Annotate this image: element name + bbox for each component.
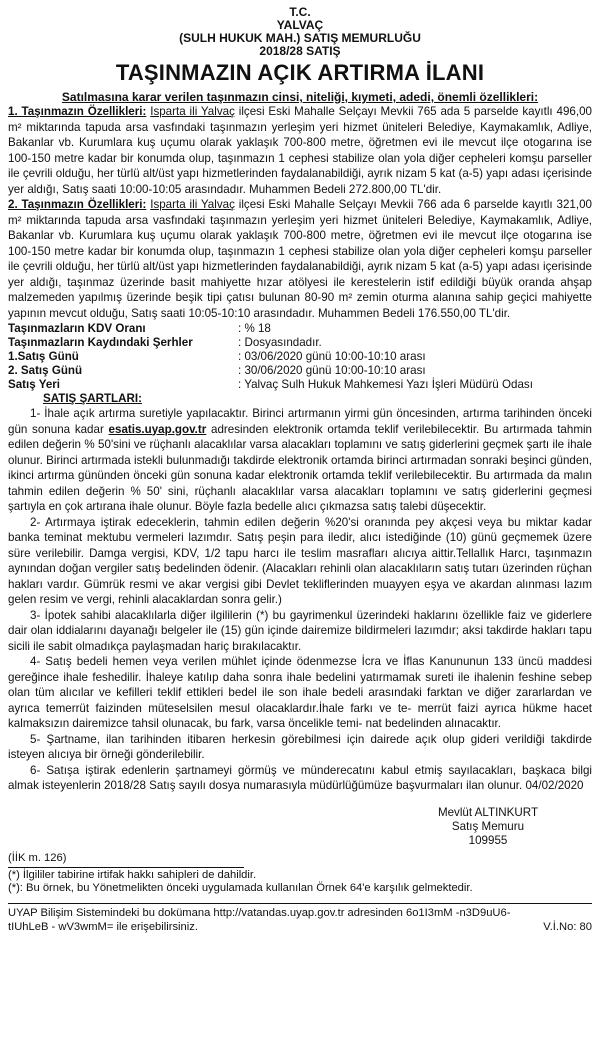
info-value: : Yalvaç Sulh Hukuk Mahkemesi Yazı İşleri Müdürü Odası xyxy=(238,378,533,391)
info-row-serhler xyxy=(8,336,592,350)
info-block xyxy=(8,322,592,392)
footer-note-1: (*) İlgililer tabirine irtifak hakkı sahipleri de dahildir. xyxy=(8,868,257,881)
footer-ref: (İİK m. 126) xyxy=(8,851,67,864)
term-5: 5- Şartname, ilan tarihinden itibaren herkesin görebilmesi için dairede açık olup gideri verildiği takdirde isteyen alıcıya bir örneği gönderilebilir. xyxy=(8,732,592,761)
uyap-line-2: tIUhLeB - wV3wmM= ile erişebilirsiniz. xyxy=(8,920,198,933)
property-2 xyxy=(8,197,592,321)
vi-number: V.İ.No: 80 xyxy=(543,920,592,933)
header-office: (SULH HUKUK MAH.) SATIŞ MEMURLUĞU xyxy=(179,31,421,45)
notice-subtitle: Satılmasına karar verilen taşınmazın cinsi, niteliği, kıymeti, adedi, önemli özellikleri: xyxy=(61,90,539,104)
info-value: : Dosyasındadır. xyxy=(238,336,322,349)
info-value: : 30/06/2020 günü 10:00-10:10 arası xyxy=(238,364,426,377)
footer-divider xyxy=(8,867,244,868)
footer-note-2: (*): Bu örnek, bu Yönetmelikten önceki uygulamada kullanılan Örnek 64'e karşılık gelmektedir. xyxy=(8,881,473,894)
info-key: Taşınmazların Kaydındaki Şerhler xyxy=(8,336,193,349)
header-file-no: 2018/28 SATIŞ xyxy=(259,44,341,58)
term-2: 2- Artırmaya iştirak edeceklerin, tahmin edilen değerin %20'si oranında pey akçesi veya bu miktar kadar banka teminat mektubu vermeleri lazımdır. Satış peşin para iledir, alıcı istediğinde (10) günü geçmemek üzere süre verilebilir. Damga vergisi, KDV, 1/2 tapu harcı ile teslim masrafları alıcıya aittir.Tellallık Harcı, taşınmazın aynından doğan vergiler satış bedelinden ödenir. (Alacakları rehinli olan alacaklıların satış tutarı üzerinden rüçhan hakları vardır. Gümrük resmi ve akar vergisi gibi Devlet tekliflerinden muayyen eşya ve akardan alınması lazım gelen resim ve vergi, rehinli alacaklardan sonra gelir.) xyxy=(8,515,592,606)
header-city: YALVAÇ xyxy=(276,18,324,32)
signer-number: 109955 xyxy=(468,833,508,847)
uyap-line-1: UYAP Bilişim Sistemindeki bu dokümana http://vatandas.uyap.gov.tr adresinden 6o1I3mM -n3D9uU6- xyxy=(8,906,511,919)
term-1-post: adresinden elektronik ortamda teklif verilebilecektir. Bu artırmada tahmin edilen değerin % 50'sini ve rüçhanlı alacaklılar varsa alacakları toplamını ve satış giderlerini geçmek şartı ile ihale olunur. Birinci artırmada istekli bulunmadığı takdirde elektronik ortamda birinci artırmadan sonraki beşinci günden, ikinci artırma gününden önceki gün sonuna kadar elektronik ortamda teklif verilebilecektir. Bu artırmada da malın tahmin edilen değerin % 50' sini, rüçhanlı alacaklılar varsa alacakları toplamını ve satış giderlerini geçmesi şartıyla en çok artırana ihale olunur. Böyle fazla bedelle alıcı çıkmazsa satış talebi düşecektir. xyxy=(8,422,592,513)
terms-heading: SATIŞ ŞARTLARI: xyxy=(43,392,142,405)
esatis-link[interactable]: esatis.uyap.gov.tr xyxy=(108,422,207,436)
info-row-sale-place xyxy=(8,378,592,392)
property-1-location: Isparta ili Yalvaç xyxy=(150,105,235,118)
info-key: Satış Yeri xyxy=(8,378,60,391)
signature-block xyxy=(418,806,558,848)
notice-title: TAŞINMAZIN AÇIK ARTIRMA İLANI xyxy=(115,60,485,85)
info-value: : % 18 xyxy=(238,322,271,335)
property-1-text: ilçesi Eski Mahalle Selçayı Mevkii 765 ada 5 parselde kayıtlı 496,00 m² miktarında tapuda arsa vasfındaki taşınmazın yerleşim yeri hizmet üniteleri Belediye, Kaymakamlık, Adliye, Bakanlar vb. Kurumlara kuş uçumu olarak yaklaşık 700-800 metre, öğretmen evi ile mevcut ilçe otogarına ise 100-150 metre kadar bir konumda olup, taşınmazın 1 cephesi stabilize olan yola diğer cepheleri komşu parseller ile çevrili olduğu, her türlü alt/üst yapı hizmetlerinden faydalanabildiği, ayrık nizam 5 kat (a-5) yapı adası içerisinde yer aldığı, Satış saati 10:00-10:05 arasındadır. Muhammen Bedeli 272.800,00 TL'dir. xyxy=(8,105,592,196)
uyap-row-2 xyxy=(8,920,592,934)
header-tc: T.C. xyxy=(289,5,311,19)
info-key: 1.Satış Günü xyxy=(8,350,79,363)
info-key: 2. Satış Günü xyxy=(8,364,83,377)
info-row-kdv xyxy=(8,322,592,336)
term-4: 4- Satış bedeli hemen veya verilen mühlet içinde ödenmezse İcra ve İflas Kanununun 133 üncü maddesi gereğince ihale feshedilir. İhaleye katılıp daha sonra ihale bedelini yatırmamak sureti ile ihalenin feshine sebep olan tüm alıcılar ve kefilleri teklif ettikleri bedel ile son ihale bedeli arasındaki farktan ve diğer zararlardan ve ayrıca temerrüt faizinden müteselsilen mesul olacaklardır.İhale farkı ve te- merrüt faizi ayrıca hükme hacet kalmaksızın dairemizce tahsil olunacak, bu fark, varsa öncelikle temi- nat bedelinden alınacaktır. xyxy=(8,655,592,730)
property-2-text: ilçesi Eski Mahalle Selçayı Mevkii 766 ada 6 parselde kayıtlı 321,00 m² miktarında tapuda arsa vasfındaki taşınmazın yerleşim yeri hizmet üniteleri Belediye, Kaymakamlık, Adliye, Bakanlar vb. Kurumlara kuş uçumu olarak yaklaşık 700-800 metre, öğretmen evi ile mevcut ilçe otogarına ise 100-150 metre kadar bir konumda olup, taşınmazın 1 cephesi stabilize olan yola diğer cepheleri komşu parseller ile çevrili olduğu, her türlü alt/üst yapı hizmetlerinden faydalanabildiği, ayrık nizam 5 kat (a-5) yapı adası içerisinde yer aldığı, taşınmaz üzerinde basit mahiyette hızar atölyesi ile kerestelerin istif edildiği büyük oranda ahşap malzemeden yapılmış üzerinde beşik tipi çatısı bulunan 80-90 m² zemin oturma alanına sahip geçici mahiyette yapının mevcut olduğu, Satış saati 10:05-10:10 arasındadır. Muhammen Bedeli 176.550,00 TL'dir. xyxy=(8,198,592,320)
term-3: 3- İpotek sahibi alacaklılarla diğer ilgililerin (*) bu gayrimenkul üzerindeki haklarını özellikle faiz ve giderlere dair olan iddialarını dayanağı belgeler ile (15) gün içinde dairemize bildirmeleri lazımdır; aksi takdirde hakları tapu sicili ile sabit olmadıkça paylaşmadan hariç bırakılacaktır. xyxy=(8,608,592,653)
signer-name: Mevlüt ALTINKURT xyxy=(437,805,539,819)
term-1 xyxy=(8,406,592,515)
property-2-label: 2. Taşınmazın Özellikleri: xyxy=(8,198,147,211)
term-1-pre: 1- İhale açık artırma suretiyle yapılacaktır. Birinci artırmanın yirmi gün öncesinden, artırma tarihinden önceki gün sonuna kadar xyxy=(8,407,592,436)
uyap-divider xyxy=(8,903,592,904)
info-value: : 03/06/2020 günü 10:00-10:10 arası xyxy=(238,350,426,363)
term-6: 6- Satışa iştirak edenlerin şartnameyi görmüş ve münderecatını kabul etmiş sayılacakları, başkaca bilgi almak isteyenlerin 2018/28 Satış sayılı dosya numarasıyla müdürlüğümüze başvurmaları ilan olunur. 04/02/2020 xyxy=(8,763,592,792)
info-key: Taşınmazların KDV Oranı xyxy=(8,322,146,335)
info-row-sale-day-2 xyxy=(8,364,592,378)
property-1-label: 1. Taşınmazın Özellikleri: xyxy=(8,105,147,118)
signer-role: Satış Memuru xyxy=(451,819,525,833)
property-1 xyxy=(8,104,592,197)
info-row-sale-day-1 xyxy=(8,350,592,364)
property-2-location: Isparta ili Yalvaç xyxy=(150,198,235,211)
